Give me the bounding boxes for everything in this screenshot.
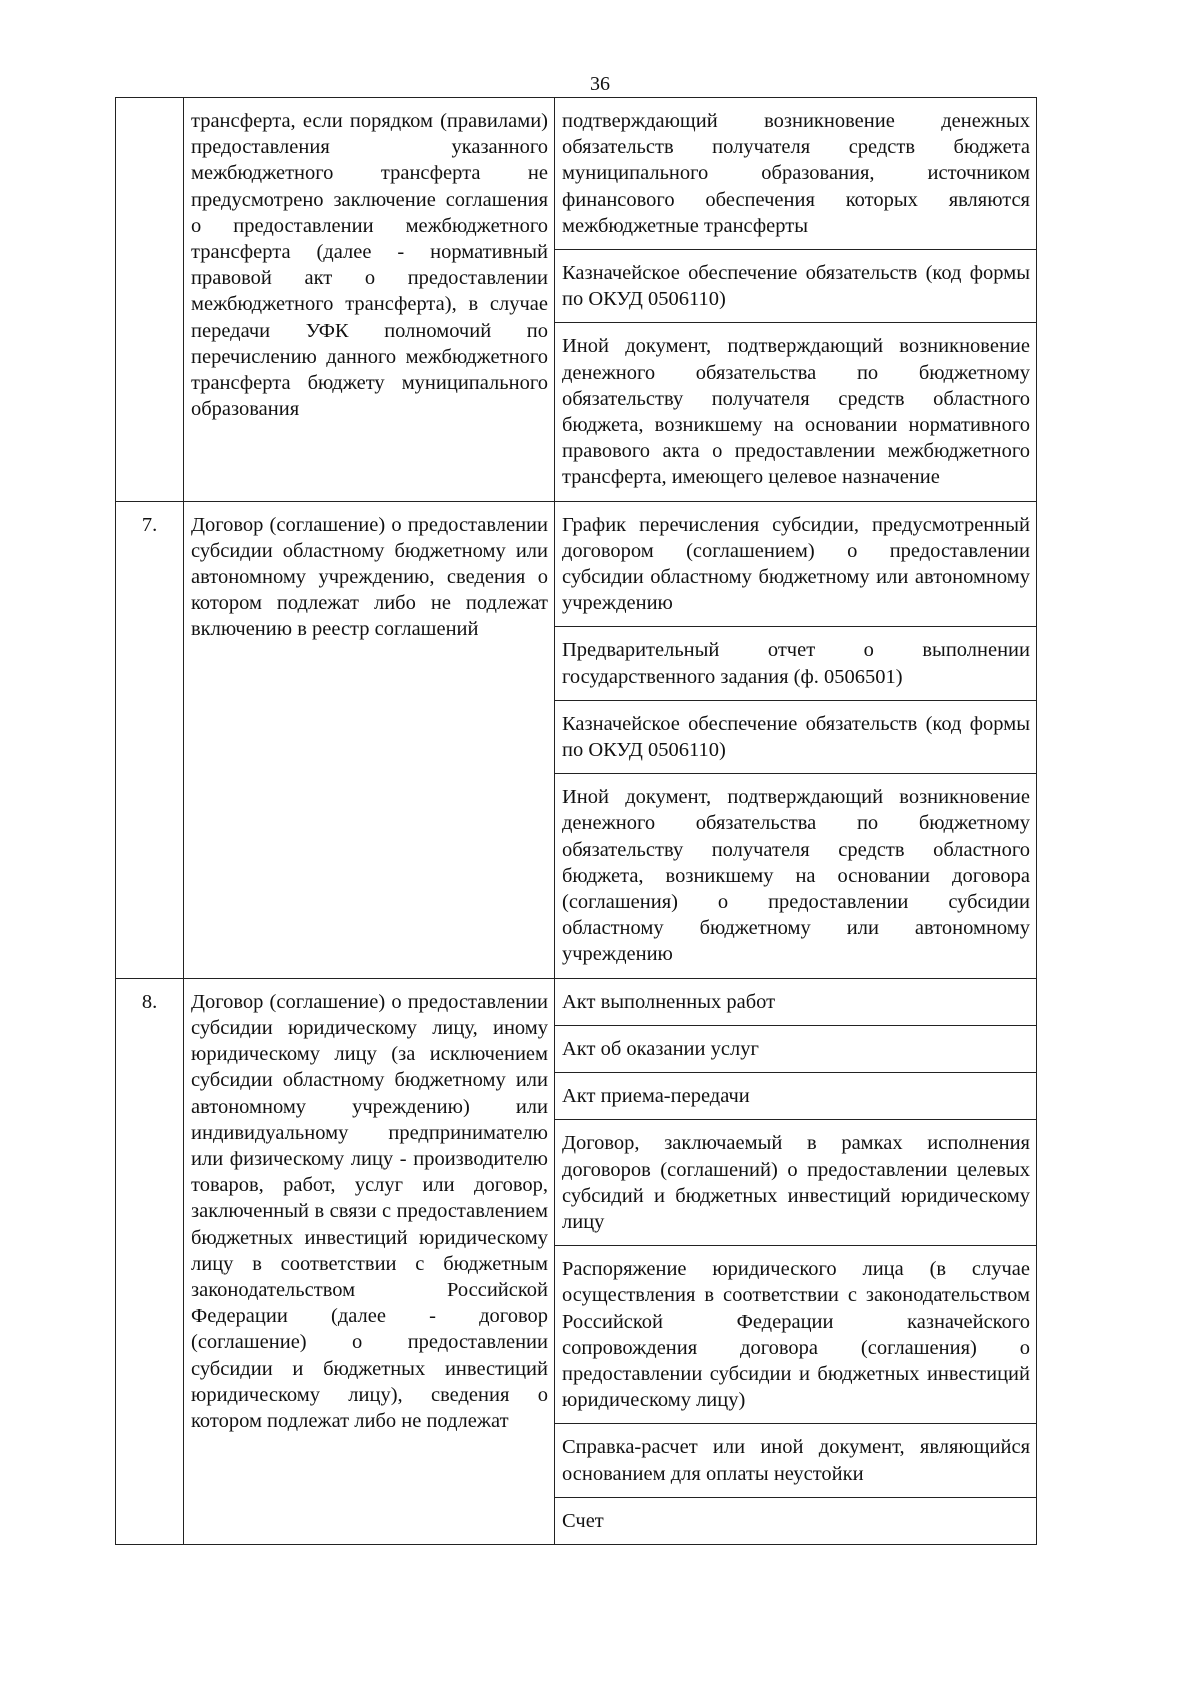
supporting-documents <box>555 501 1037 978</box>
document-item: Иной документ, подтверждающий возникновение денежного обязательства по бюджетному обязательству получателя средств областного бюджета, возникшему на основании договора (соглашения) о предоставлении субсидии областному бюджетному или автономному учреждению <box>562 786 1030 966</box>
documents-table <box>115 97 1037 1545</box>
basis-document: Договор (соглашение) о предоставлении субсидии областному бюджетному или автономному учреждению, сведения о котором подлежат либо не подлежат включению в реестр соглашений <box>184 501 555 978</box>
table-row <box>116 978 1037 1544</box>
document-item: График перечисления субсидии, предусмотренный договором (соглашением) о предоставлении субсидии областному бюджетному или автономному учреждению <box>555 502 1036 628</box>
document-item: Предварительный отчет о выполнении государственного задания (ф. 0506501) <box>555 627 1036 700</box>
row-number <box>116 98 184 502</box>
table-row <box>116 98 1037 502</box>
basis-document: Договор (соглашение) о предоставлении субсидии юридическому лицу, иному юридическому лицу (за исключением субсидии областному бюджетному или автономному учреждению) или индивидуальному предпринимателю или физическому лицу - производителю товаров, работ, услуг или договор, заключенный в связи с предоставлением бюджетных инвестиций юридическому лицу в соответствии с бюджетным законодательством Российской Федерации (далее - договор (соглашение) о предоставлении субсидии и бюджетных инвестиций юридическому лицу), сведения о котором подлежат либо не подлежат <box>184 978 555 1544</box>
row-number: 7. <box>116 501 184 978</box>
document-item: Акт выполненных работ <box>555 979 1036 1026</box>
document-item: Акт об оказании услуг <box>555 1026 1036 1073</box>
document-item: Акт приема-передачи <box>555 1073 1036 1120</box>
basis-document: трансферта, если порядком (правилами) предоставления указанного межбюджетного трансферта не предусмотрено заключение соглашения о предоставлении межбюджетного трансферта (далее - нормативный правовой акт о предоставлении межбюджетного трансферта), в случае передачи УФК полномочий по перечислению данного межбюджетного трансферта бюджету муниципального образования <box>184 98 555 502</box>
document-item: Казначейское обеспечение обязательств (код формы по ОКУД 0506110) <box>555 250 1036 323</box>
document-item: Счет <box>562 1509 604 1532</box>
table-row <box>116 501 1037 978</box>
page-number: 36 <box>590 73 610 95</box>
supporting-documents <box>555 98 1037 502</box>
row-number: 8. <box>116 978 184 1544</box>
supporting-documents <box>555 978 1037 1544</box>
document-item: Казначейское обеспечение обязательств (код формы по ОКУД 0506110) <box>555 701 1036 774</box>
document-item: Справка-расчет или иной документ, являющийся основанием для оплаты неустойки <box>555 1424 1036 1497</box>
document-item: Иной документ, подтверждающий возникновение денежного обязательства по бюджетному обязательству получателя средств областного бюджета, возникшему на основании нормативного правового акта о предоставлении межбюджетного трансферта, имеющего целевое назначение <box>562 335 1030 489</box>
document-item: Распоряжение юридического лица (в случае осуществления в соответствии с законодательством Российской Федерации казначейского сопровождения договора (соглашения) о предоставлении субсидии и бюджетных инвестиций юридическому лицу) <box>555 1246 1036 1424</box>
document-item: подтверждающий возникновение денежных обязательств получателя средств бюджета муниципального образования, источником финансового обеспечения которых являются межбюджетные трансферты <box>555 98 1036 250</box>
document-item: Договор, заключаемый в рамках исполнения договоров (соглашений) о предоставлении целевых субсидий и бюджетных инвестиций юридическому лицу <box>555 1120 1036 1246</box>
